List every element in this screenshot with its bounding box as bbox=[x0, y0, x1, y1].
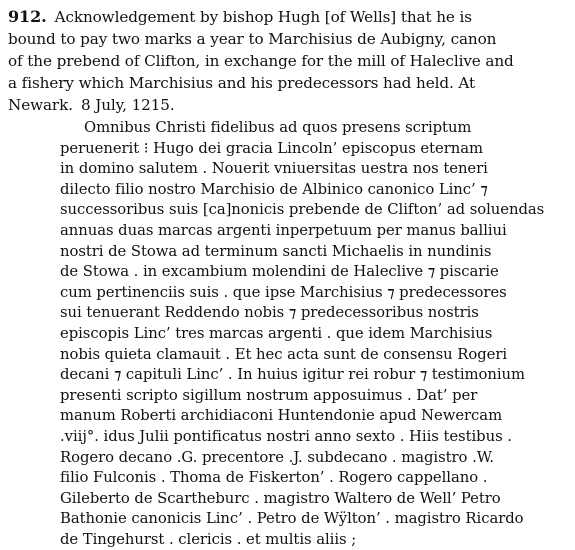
charter-line: Omnibus Christi fidelibus ad quos presens scriptum bbox=[84, 119, 472, 136]
header-line-4: a fishery which Marchisius and his predecessors had held. At bbox=[8, 74, 476, 92]
entry-header bbox=[8, 6, 565, 116]
entry-place: Newark. bbox=[8, 96, 73, 114]
charter-line: annuas duas marcas argenti inperpetuum per manus balliui bbox=[60, 221, 507, 239]
charter-line: Bathonie canonicis Linc’ . Petro de Wÿlton’ . magistro Ricardo bbox=[60, 510, 524, 528]
header-line-5 bbox=[8, 94, 565, 116]
charter-line: .viij°. idus Julii pontificatus nostri anno sexto . Hiis testibus . bbox=[60, 427, 512, 445]
header-line-3: of the prebend of Clifton, in exchange for the mill of Haleclive and bbox=[8, 52, 514, 70]
charter-line: presenti scripto sigillum nostrum apposuimus . Dat’ per bbox=[60, 386, 478, 404]
header-line-2: bound to pay two marks a year to Marchisius de Aubigny, canon bbox=[8, 30, 497, 48]
charter-line: cum pertinenciis suis . que ipse Marchisius ⁊ predecessores bbox=[60, 283, 507, 301]
charter-line: peruenerit ⁝ Hugo dei gracia Lincoln’ episcopus eternam bbox=[60, 139, 484, 157]
charter-line: nostri de Stowa ad terminum sancti Michaelis in nundinis bbox=[60, 242, 492, 260]
charter-line: Rogero decano .G. precentore .J. subdecano . magistro .W. bbox=[60, 448, 494, 466]
header-text: Acknowledgement by bishop Hugh [of Wells] that he is bbox=[54, 8, 472, 26]
entry-number: 912. bbox=[8, 7, 47, 26]
entry-date: 8 July, 1215. bbox=[80, 96, 175, 114]
charter-line: filio Fulconis . Thoma de Fiskerton’ . Rogero cappellano . bbox=[60, 469, 488, 487]
charter-text bbox=[8, 118, 565, 550]
header-line-1 bbox=[8, 6, 565, 28]
charter-line: dilecto filio nostro Marchisio de Albinico canonico Linc’ ⁊ bbox=[60, 180, 488, 198]
charter-line: in domino salutem . Nouerit vniuersitas uestra nos teneri bbox=[60, 160, 488, 178]
charter-line: successoribus suis [ca]nonicis prebende de Clifton’ ad soluendas bbox=[60, 201, 545, 219]
charter-line: manum Roberti archidiaconi Huntendonie apud Newercam bbox=[60, 407, 503, 425]
charter-line: Gileberto de Scartheburc . magistro Waltero de Well’ Petro bbox=[60, 489, 501, 507]
charter-line: de Stowa . in excambium molendini de Haleclive ⁊ piscarie bbox=[60, 263, 499, 281]
charter-line: episcopis Linc’ tres marcas argenti . que idem Marchisius bbox=[60, 324, 493, 342]
charter-line: de Tingehurst . clericis . et multis aliis ; bbox=[60, 530, 357, 548]
charter-line: sui tenuerant Reddendo nobis ⁊ predecessoribus nostris bbox=[60, 304, 479, 322]
charter-line: decani ⁊ capituli Linc’ . In huius igitur rei robur ⁊ testimonium bbox=[60, 366, 525, 384]
charter-line: nobis quieta clamauit . Et hec acta sunt de consensu Rogeri bbox=[60, 345, 508, 363]
